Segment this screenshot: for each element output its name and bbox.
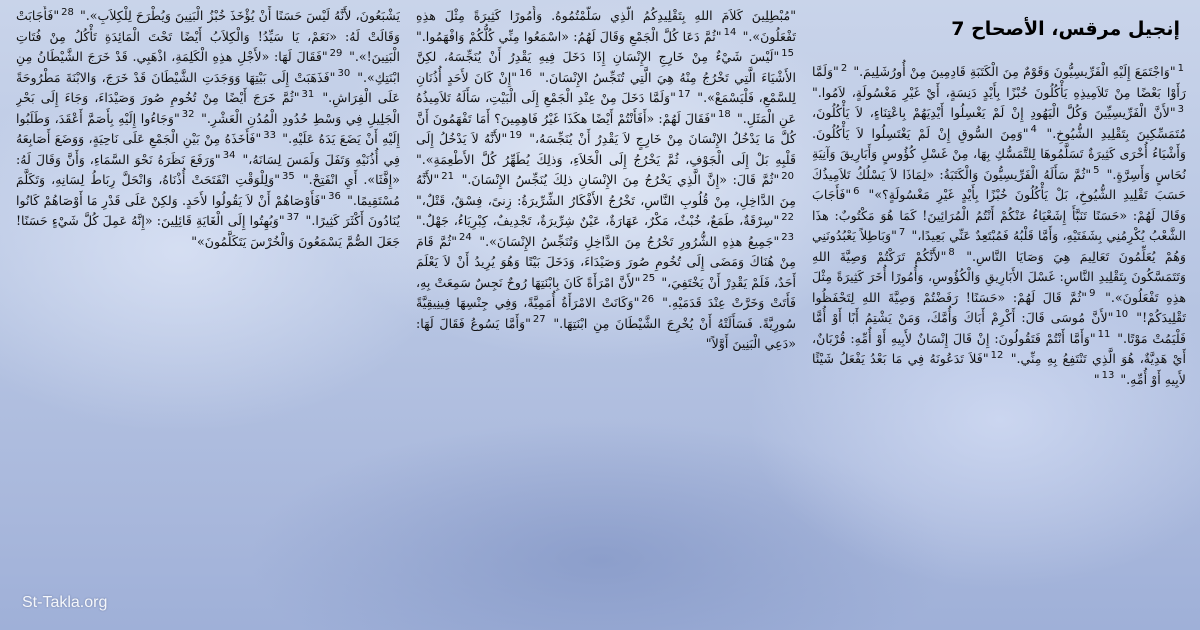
verse-text: "وَلِلْوَقْتِ انْفَتَحَتْ أُذْنَاهُ، وَانْحَلَّ رِبَاطُ لِسَانِهِ، وَتَكَلَّمَ مُسْتَقِيمًا." xyxy=(16,172,400,208)
verses-left xyxy=(16,6,400,252)
verse-text: "وَلَمَّا دَخَلَ مِنْ عِنْدِ الْجَمْعِ إِلَى الْبَيْتِ، سَأَلَهُ تَلاَمِيذُهُ عَنِ الْمَثَلِ." xyxy=(416,90,796,126)
verse xyxy=(462,172,796,187)
verse-text: "لأَنَّ امْرَأَةً كَانَ بِابْنَتِهَا رُوحٌ نَجِسٌ سَمِعَتْ بِهِ، فَأَتَتْ وَخَرَّتْ عِنْدَ قَدَمَيْهِ." xyxy=(416,274,796,310)
verse-text: "ثُمَّ دَعَا كُلَّ الْجَمْعِ وَقَالَ لَهُمُ: «اسْمَعُوا مِنِّي كُلُّكُمْ وَافْهَمُوا." xyxy=(416,28,722,44)
verse xyxy=(80,8,400,23)
verse-text: "وَكَانَتْ الامْرَأَةُ أُمَمِيَّةً، وَفِي جِنْسِهَا فِينِيقِيَّةً سُورِيَّةً. فَسَأَلَتْهُ أَنْ يُخْرِجَ الشَّيْطَانَ مِنِ ابْنَتِهَا." xyxy=(416,295,796,331)
verse-text: "فَذَهَبَتْ إِلَى بَيْتِهَا وَوَجَدَتِ الشَّيْطَانَ قَدْ خَرَجَ، وَالابْنَةَ مَطْرُوحَةً عَلَى الْفِرَاشِ." xyxy=(16,69,400,105)
verse xyxy=(479,234,796,249)
verse-text: "إِنْ كَانَ لأَحَدٍ أُذُنَانِ لِلسَّمْعِ، فَلْيَسْمَعْ»." xyxy=(416,69,796,105)
verse-number: 33 xyxy=(263,129,276,141)
verse-text: "فَأَوْصَاهُمْ أَنْ لاَ يَقُولُوا لأَحَدٍ. وَلكِنْ عَلَى قَدْرِ مَا أَوْصَاهُمْ كَانُوا يُنَادُونَ أَكْثَرَ كَثِيرًا." xyxy=(16,192,400,228)
verse-number: 30 xyxy=(337,68,351,80)
chapter-title: إنجيل مرقس، الأصحاح 7 xyxy=(951,18,1180,40)
verse-text: "ثُمَّ سَأَلَهُ الْفَرِّيسِيُّونَ وَالْكَتَبَةُ: «لِمَاذَا لاَ يَسْلُكُ تَلاَمِيذُكَ حَسَبَ تَقْلِيدِ الشُّيُوخِ، بَلْ يَأْكُلُونَ خُبْزًا بِأَيْدٍ غَيْرِ مَغْسُولَةٍ؟»" xyxy=(812,166,1186,202)
verse xyxy=(853,64,1186,79)
verse-number: 4 xyxy=(1030,124,1037,136)
verse-number: 25 xyxy=(642,273,656,285)
verse-number: 18 xyxy=(718,109,731,121)
verse-text: "مُبْطِلِينَ كَلاَمَ اللهِ بِتَقْلِيدِكُمُ الَّذِي سَلَّمْتُمُوهُ. وَأُمُورًا كَثِيرَةً مِثْلَ هذِهِ تَفْعَلُونَ»." xyxy=(416,8,796,44)
verse-number: 6 xyxy=(853,185,860,197)
verse-number: 32 xyxy=(181,109,195,121)
verse-text: "لأَنَّكُمْ تَرَكْتُمْ وَصِيَّةَ اللهِ وَتَتَمَسَّكُونَ بِتَقْلِيدِ النَّاسِ: غَسْلَ الأَبَارِيقِ وَالْكُؤُوسِ، وَأُمُورًا أُخَرَ كَثِيرَةً مِثْلَ هذِهِ تَفْعَلُونَ»." xyxy=(812,248,1186,305)
verse-number: 15 xyxy=(781,47,794,59)
verse-text: "وَاجْتَمَعَ إِلَيْهِ الْفَرِّيسِيُّونَ وَقَوْمٌ مِنَ الْكَتَبَةِ قَادِمِينَ مِنْ أُورُشَلِيمَ." xyxy=(853,64,1176,79)
verse-number: 37 xyxy=(286,211,300,223)
verse-number: 19 xyxy=(509,129,523,141)
verse-number: 10 xyxy=(1115,308,1129,320)
verse-text: "لأَنَّ مُوسَى قَالَ: أَكْرِمْ أَبَاكَ وَأُمَّكَ، وَمَنْ يَشْتِمُ أَبًا أَوْ أُمًّا فَلْيَمُتْ مَوْتًا." xyxy=(812,310,1186,346)
verse-text: "وَبُهِتُوا إِلَى الْغَايَةِ قَائِلِينَ: «إِنَّهُ عَمِلَ كُلَّ شَيْءٍ حَسَنًا! جَعَلَ الصُّمَّ يَسْمَعُونَ وَالْخُرْسَ يَتَكَلَّمُونَ»" xyxy=(16,213,400,249)
verse-text: "فَأَجَابَتْ وَقَالَتْ لَهُ: «نَعَمْ، يَا سَيِّدُ! وَالْكِلاَبُ أَيْضًا تَحْتَ الْمَائِدَةِ تَأْكُلُ مِنْ فُتَاتِ الْبَنِينَ!»." xyxy=(16,8,400,64)
verse-text: "فَقَالَ لَهَا: «لأَجْلِ هذِهِ الْكَلِمَةِ، اذْهَبِي. قَدْ خَرَجَ الشَّيْطَانُ مِنِ ابْنَتِكِ»." xyxy=(16,49,400,85)
verse-number: 11 xyxy=(1097,329,1111,341)
verse-text: "ثُمَّ قَالَ لَهُمْ: «حَسَنًا! رَفَضْتُمْ وَصِيَّةَ اللهِ لِتَحْفَظُوا تَقْلِيدَكُمْ!" xyxy=(812,289,1186,325)
verse-text: "ثُمَّ قَالَ: «إِنَّ الَّذِي يَخْرُجُ مِنَ الإِنْسَانِ ذلِكَ يُنَجِّسُ الإِنْسَانَ." xyxy=(461,172,780,187)
verse-number: 21 xyxy=(441,170,454,182)
verse-number: 12 xyxy=(990,349,1004,361)
verse-text: "سِرْقَةٌ، طَمَعٌ، خُبْثٌ، مَكْرٌ، عَهَارَةٌ، عَيْنٌ شِرِّيرَةٌ، تَجْدِيفٌ، كِبْرِيَاءُ، جَهْلٌ." xyxy=(416,213,780,228)
verse-number: 17 xyxy=(677,88,691,100)
verse-number: 23 xyxy=(781,232,794,244)
verse-text: "لأَنَّهُ مِنَ الدَّاخِلِ، مِنْ قُلُوبِ النَّاسِ، تَخْرُجُ الأَفْكَارُ الشِّرِّيرَةُ: زِنىً، فِسْقٌ، قَتْلٌ،" xyxy=(416,172,796,208)
verse-number: 8 xyxy=(948,247,955,259)
verse-number: 16 xyxy=(519,68,532,80)
verse-text: "فَأَجَابَ وَقَالَ لَهُمْ: «حَسَنًا تَنَبَّأَ إِشَعْيَاءُ عَنْكُمْ أَنْتُمُ الْمُرَائِينَ! كَمَا هُوَ مَكْتُوبٌ: هذَا الشَّعْبُ يُكْرِمُنِي بِشَفَتَيْهِ، وَأَمَّا قَلْبُهُ فَمُبْتَعِدٌ عَنِّي بَعِيدًا،" xyxy=(812,187,1186,243)
verse-number: 24 xyxy=(459,232,472,244)
verse-text: "لأَنَّ الْفَرِّيسِيِّينَ وَكُلَّ الْيَهُودِ إِنْ لَمْ يَغْسِلُوا أَيْدِيَهُمْ بِاعْتِنَاءٍ، لاَ يَأْكُلُونَ، مُتَمَسِّكِينَ بِتَقْلِيدِ الشُّيُوخِ." xyxy=(812,105,1186,141)
verse-number: 27 xyxy=(532,314,546,326)
verse-text: "ثُمَّ خَرَجَ أَيْضًا مِنْ تُخُومِ صُورَ وَصَيْدَاءَ، وَجَاءَ إِلَى بَحْرِ الْجَلِيلِ فِي وَسْطِ حُدُودِ الْمُدُنِ الْعَشْرِ." xyxy=(16,90,400,126)
verse-number: 13 xyxy=(1101,370,1115,382)
verse-text: "فَأَخَذَهُ مِنْ بَيْنِ الْجَمْعِ عَلَى نَاحِيَةٍ، وَوَضَعَ أَصَابِعَهُ فِي أُذُنَيْهِ وَتَفَلَ وَلَمَسَ لِسَانَهُ،" xyxy=(16,131,400,167)
column-left xyxy=(16,6,400,616)
site-watermark: St-Takla.org xyxy=(22,594,108,611)
column-right xyxy=(812,6,1186,616)
verse xyxy=(1094,372,1117,387)
verse-number: 7 xyxy=(898,226,906,238)
verses-middle xyxy=(416,6,796,355)
verse-number: 29 xyxy=(329,47,343,59)
verse-text: " xyxy=(1093,371,1100,387)
verse-number: 3 xyxy=(1177,103,1184,115)
verse-text: "وَمِنَ السُّوقِ إِنْ لَمْ يَغْتَسِلُوا لاَ يَأْكُلُونَ. وَأَشْيَاءُ أُخْرَى كَثِيرَةٌ تَسَلَّمُوهَا لِلتَّمَسُّكِ بِهَا، مِنْ غَسْلِ كُؤُوسٍ وَأَبَارِيقَ وَآنِيَةِ نُحَاسٍ وَأَسِرَّةٍ." xyxy=(812,125,1186,182)
verse-text: "جَمِيعُ هذِهِ الشُّرُورِ تَخْرُجُ مِنَ الدَّاخِلِ وَتُنَجِّسُ الإِنْسَانَ»." xyxy=(479,233,780,249)
verse xyxy=(416,29,738,44)
verse-number: 14 xyxy=(723,27,737,39)
verse-text: "وَأَمَّا يَسُوعُ فَقَالَ لَهَا: «دَعِي الْبَنِينَ أَوَّلاً" xyxy=(416,315,796,351)
verse-number: 22 xyxy=(781,211,794,223)
verse-text: "وَبَاطِلاً يَعْبُدُونَنِي وَهُمْ يُعَلِّمُونَ تَعَالِيمَ هِيَ وَصَايَا النَّاسِ." xyxy=(812,228,1186,264)
verse-text: "فَقَالَ لَهُمْ: «أَفَأَنْتُمْ أَيْضًا هكَذَا غَيْرُ فَاهِمِينَ؟ أَمَا تَفْهَمُونَ أَنَّ كُلَّ مَا يَدْخُلُ الإِنْسَانَ مِنْ خَارِجٍ لاَ يَقْدِرُ أَنْ يُنَجِّسَهُ،" xyxy=(416,110,796,146)
verse-text: "وَأَمَّا أَنْتُمْ فَتَقُولُونَ: إِنْ قَالَ إِنْسَانٌ لأَبِيهِ أَوْ أُمِّهِ: قُرْبَانٌ، أَيْ هَدِيَّةٌ، هُوَ الَّذِي تَنْتَفِعُ بِهِ مِنِّي." xyxy=(812,330,1186,366)
verse-number: 26 xyxy=(641,293,655,305)
verse-number: 20 xyxy=(781,170,794,182)
verse-text: "لأَنَّهُ لاَ يَدْخُلُ إِلَى قَلْبِهِ بَلْ إِلَى الْجَوْفِ، ثُمَّ يَخْرُجُ إِلَى الْخَلاَءِ، وَذلِكَ يُطَهِّرُ كُلَّ الأَطْعِمَةِ»." xyxy=(416,131,796,167)
verse-text: "وَرَفَعَ نَظَرَهُ نَحْوَ السَّمَاءِ، وَأَنَّ وَقَالَ لَهُ: «إِفَّثَا». أَيِ انْفَتِحْ." xyxy=(16,151,400,187)
verse-text: "فَلاَ تَدَعُونَهُ فِي مَا بَعْدُ يَفْعَلُ شَيْئًا لأَبِيهِ أَوْ أُمِّهِ." xyxy=(812,351,1186,387)
verse-text: "ثُمَّ قَامَ مِنْ هُنَاكَ وَمَضَى إِلَى تُخُومِ صُورَ وَصَيْدَاءَ، وَدَخَلَ بَيْتًا وَهُوَ يُرِيدُ أَنْ لاَ يَعْلَمَ أَحَدٌ، فَلَمْ يَقْدِرْ أَنْ يَخْتَفِيَ،" xyxy=(416,233,796,290)
verse-number: 31 xyxy=(301,88,315,100)
verse-number: 34 xyxy=(222,150,236,162)
verse-number: 35 xyxy=(282,170,295,182)
verse-text: يَشْبَعُونَ، لأَنَّهُ لَيْسَ حَسَنًا أَنْ يُؤْخَذَ خُبْزُ الْبَنِينَ وَيُطْرَحَ لِلْكِلاَبِ»." xyxy=(80,8,400,23)
verse-number: 9 xyxy=(1089,288,1096,300)
verse-number: 5 xyxy=(1093,165,1100,177)
verse-number: 2 xyxy=(840,62,848,74)
verses-right xyxy=(812,62,1186,390)
verse-text: "وَلَمَّا رَأَوْا بَعْضًا مِنْ تَلاَمِيذِهِ يَأْكُلُونَ خُبْزًا بِأَيْدٍ دَنِسَةٍ، أَيْ غَيْرِ مَغْسُولَةٍ، لاَمُوا." xyxy=(812,64,1186,100)
column-middle xyxy=(416,6,796,616)
verse-text: "لَيْسَ شَيْءٌ مِنْ خَارِجِ الإِنْسَانِ إِذَا دَخَلَ فِيهِ يَقْدِرُ أَنْ يُنَجِّسَهُ، لكِنَّ الأَشْيَاءَ الَّتِي تَخْرُجُ مِنْهُ هِيَ الَّتِي تُنَجِّسُ الإِنْسَانَ." xyxy=(416,49,796,85)
verse-number: 1 xyxy=(1177,62,1184,74)
verse-number: 36 xyxy=(328,191,341,203)
verse-text: "وَجَاءُوا إِلَيْهِ بِأَصَمَّ أَعْقَدَ، وَطَلَبُوا إِلَيْهِ أَنْ يَضَعَ يَدَهُ عَلَيْهِ." xyxy=(16,110,400,146)
verse-number: 28 xyxy=(61,6,74,18)
verse xyxy=(416,213,796,228)
